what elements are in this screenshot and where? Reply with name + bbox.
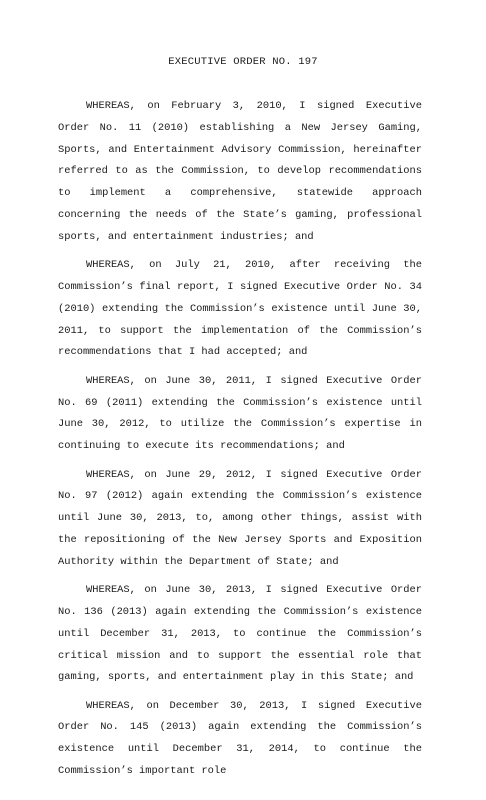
paragraph-whereas-6: WHEREAS, on December 30, 2013, I signed Executive Order No. 145 (2013) again extending the Commission’s existence until December 31, 2014, to continue the Commission’s important role <box>58 699 422 778</box>
document-body <box>58 96 422 789</box>
paragraph-whereas-2: WHEREAS, on July 21, 2010, after receiving the Commission’s final report, I signed Executive Order No. 34 (2010) extending the Commission’s existence until June 30, 2011, to support the implementation of the Commission’s recommendations that I had accepted; and <box>58 259 422 359</box>
document-title: EXECUTIVE ORDER NO. 197 <box>168 56 318 68</box>
paragraph-whereas-5: WHEREAS, on June 30, 2013, I signed Executive Order No. 136 (2013) again extending the Commission’s existence until December 31, 2013, to continue the Commission’s critical mission and to support the essential role that gaming, sports, and entertainment play in this State; and <box>58 584 422 684</box>
paragraph-whereas-1: WHEREAS, on February 3, 2010, I signed Executive Order No. 11 (2010) establishing a New Jersey Gaming, Sports, and Entertainment Advisory Commission, hereinafter referred to as the Commission, to develop recommendations to implement a comprehensive, statewide approach concerning the needs of the State’s gaming, professional sports, and entertainment industries; and <box>58 100 422 243</box>
paragraph-whereas-3: WHEREAS, on June 30, 2011, I signed Executive Order No. 69 (2011) extending the Commission’s existence until June 30, 2012, to utilize the Commission’s expertise in continuing to execute its recommendations; and <box>58 374 422 453</box>
paragraph-whereas-4: WHEREAS, on June 29, 2012, I signed Executive Order No. 97 (2012) again extending the Commission’s existence until June 30, 2013, to, among other things, assist with the repositioning of the New Jersey Sports and Exposition Authority within the Department of State; and <box>58 468 422 568</box>
